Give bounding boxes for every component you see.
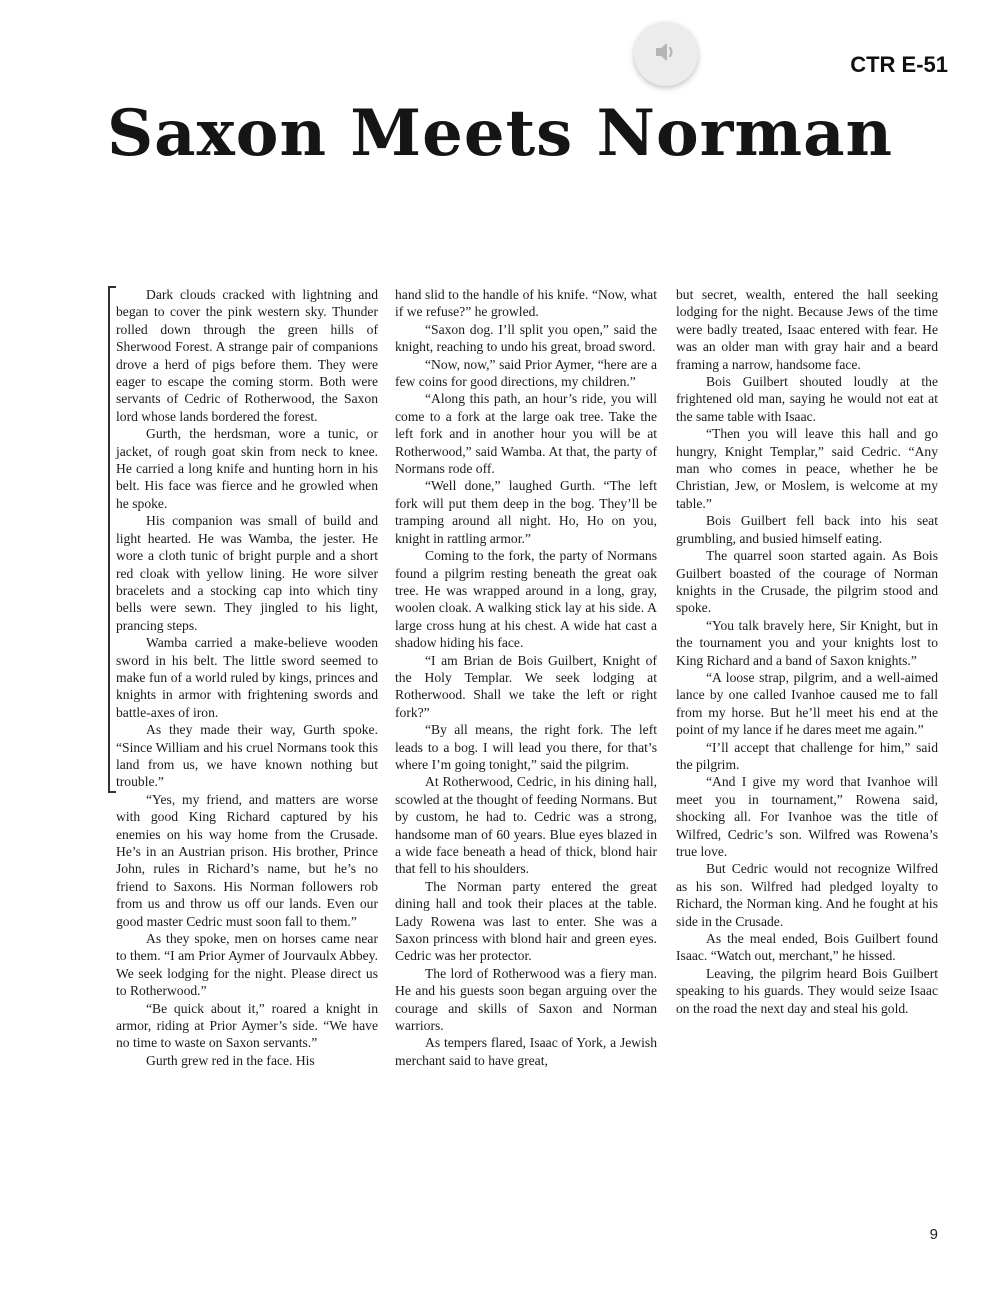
text-column-3 <box>676 286 938 1017</box>
paragraph: Dark clouds cracked with lightning and began to cover the pink western sky. Thunder rolled down through the green hills of Sherwood Forest. A strange pair of companions drove a herd of pigs before them. They were eager to escape the coming storm. Both were servants of Cedric of Rotherwood, the Saxon lord whose lands bordered the forest. <box>116 287 378 424</box>
paragraph: but secret, wealth, entered the hall seeking lodging for the night. Because Jews of the time were badly treated, Isaac entered with fear. He was an older man with gray hair and a beard framing a narrow, handsome face. <box>676 287 938 372</box>
paragraph: The quarrel soon started again. As Bois Guilbert boasted of the courage of Norman knights in the Crusade, the pilgrim stood and spoke. <box>676 548 938 616</box>
paragraph: “Along this path, an hour’s ride, you will come to a fork at the large oak tree. Take the left fork and in another hour you will be at Rotherwood,” said Wamba. At that, the party of Normans rode off. <box>395 391 657 477</box>
paragraph: Gurth, the herdsman, wore a tunic, or jacket, of rough goat skin from neck to knee. He carried a long knife and hunting horn in his belt. His face was fierce and he growled when he spoke. <box>116 426 378 511</box>
paragraph: “A loose strap, pilgrim, and a well-aimed lance by one called Ivanhoe caused me to fall from my horse. But he’ll meet his end at the point of my lance if he dares meet me again.” <box>676 669 938 738</box>
paragraph: “Saxon dog. I’ll split you open,” said the knight, reaching to undo his great, broad sword. <box>395 321 657 355</box>
paragraph: “Well done,” laughed Gurth. “The left fork will put them deep in the bog. They’ll be tramping around all night. Ho, Ho on you, knight in rattling armor.” <box>395 478 657 546</box>
paragraph: Bois Guilbert fell back into his seat grumbling, and busied himself eating. <box>676 513 938 546</box>
paragraph: Coming to the fork, the party of Normans found a pilgrim resting beneath the great oak tree. He was wrapped around in a long, gray, woolen cloak. A walking stick lay at his side. A large cross hung at his chest. A wide hat cast a shadow hiding his face. <box>395 548 657 651</box>
paragraph: “I’ll accept that challenge for him,” said the pilgrim. <box>676 739 938 772</box>
paragraph: As they spoke, men on horses came near to them. “I am Prior Aymer of Jourvaulx Abbey. We seek lodging for the night. Please direct us to Rotherwood.” <box>116 931 378 999</box>
page-title: Saxon Meets Norman <box>106 96 894 171</box>
paragraph: hand slid to the handle of his knife. “Now, what if we refuse?” he growled. <box>395 287 657 320</box>
audio-button[interactable] <box>634 22 698 86</box>
paragraph: His companion was small of build and light hearted. He was Wamba, the jester. He wore a cloth tunic of bright purple and a short red cloak with yellow lining. He wore silver bracelets and a stocking cap into which tiny bells were sewn. They jingled to his light, prancing steps. <box>116 513 378 633</box>
paragraph: “Now, now,” said Prior Aymer, “here are a few coins for good directions, my children.” <box>395 356 657 390</box>
document-code: CTR E-51 <box>850 52 948 77</box>
paragraph: The lord of Rotherwood was a fiery man. He and his guests soon began arguing over the courage and skills of Saxon and Norman warriors. <box>395 965 657 1034</box>
paragraph: “I am Brian de Bois Guilbert, Knight of the Holy Templar. We seek lodging at Rotherwood. Shall we take the left or right fork?” <box>395 652 657 720</box>
paragraph: “Then you will leave this hall and go hungry, Knight Templar,” said Cedric. “Any man who comes in peace, whether he be Christian, Jew, or Moslem, is welcome at my table.” <box>676 426 938 511</box>
paragraph: As the meal ended, Bois Guilbert found Isaac. “Watch out, merchant,” he hissed. <box>676 931 938 964</box>
speaker-icon <box>653 39 679 70</box>
paragraph: The Norman party entered the great dining hall and took their places at the table. Lady Rowena was last to enter. She was a Saxon princess with blond hair and green eyes. Cedric was her protector. <box>395 878 657 964</box>
paragraph: “By all means, the right fork. The left leads to a bog. I will lead you there, for that’s where I’m going tonight,” said the pilgrim. <box>395 722 657 772</box>
paragraph: “Be quick about it,” roared a knight in armor, riding at Prior Aymer’s side. “We have no time to waste on Saxon servants.” <box>116 1000 378 1051</box>
paragraph: “Yes, my friend, and matters are worse with good King Richard captured by his enemies on his way home from the Crusade. He’s in an Austrian prison. His brother, Prince John, rules in Richard’s name, but he’s no friend to Saxons. His Norman followers rob from us and throw us off our lands. Even our good master Cedric must soon fall to them.” <box>116 791 378 929</box>
paragraph: Wamba carried a make-believe wooden sword in his belt. The little sword seemed to make fun of a world ruled by kings, princes and knights in armor with frightening swords and battle-axes of iron. <box>116 635 378 720</box>
paragraph: At Rotherwood, Cedric, in his dining hall, scowled at the thought of feeding Normans. But by custom, he had to. Cedric was a strong, handsome man of 60 years. Blue eyes blazed in a wide face beneath a head of thick, blond hair that fell to his shoulders. <box>395 774 657 877</box>
paragraph: Gurth grew red in the face. His <box>146 1052 315 1068</box>
paragraph: As they made their way, Gurth spoke. “Since William and his cruel Normans took this land from us, we have known nothing but trouble.” <box>116 722 378 790</box>
paragraph: “You talk bravely here, Sir Knight, but in the tournament you and your knights lost to King Richard and a band of Saxon knights.” <box>676 617 938 668</box>
paragraph: Bois Guilbert shouted loudly at the frightened old man, saying he would not eat at the same table with Isaac. <box>676 374 938 424</box>
margin-bracket <box>108 286 116 793</box>
text-column-1 <box>116 286 378 1069</box>
paragraph: But Cedric would not recognize Wilfred as his son. Wilfred had pledged loyalty to Richard, the Norman king. And he fought at his side in the Crusade. <box>676 861 938 929</box>
paragraph: “And I give my word that Ivanhoe will meet you in tournament,” Rowena said, shocking all. For Ivanhoe was the title of Wilfred, Cedric’s son. Wilfred was Rowena’s true love. <box>676 774 938 859</box>
paragraph: Leaving, the pilgrim heard Bois Guilbert speaking to his guards. They would seize Isaac on the road the next day and steal his gold. <box>676 965 938 1016</box>
text-column-2 <box>395 286 657 1069</box>
page-number: 9 <box>929 1226 938 1243</box>
paragraph: As tempers flared, Isaac of York, a Jewish merchant said to have great, <box>395 1035 657 1068</box>
